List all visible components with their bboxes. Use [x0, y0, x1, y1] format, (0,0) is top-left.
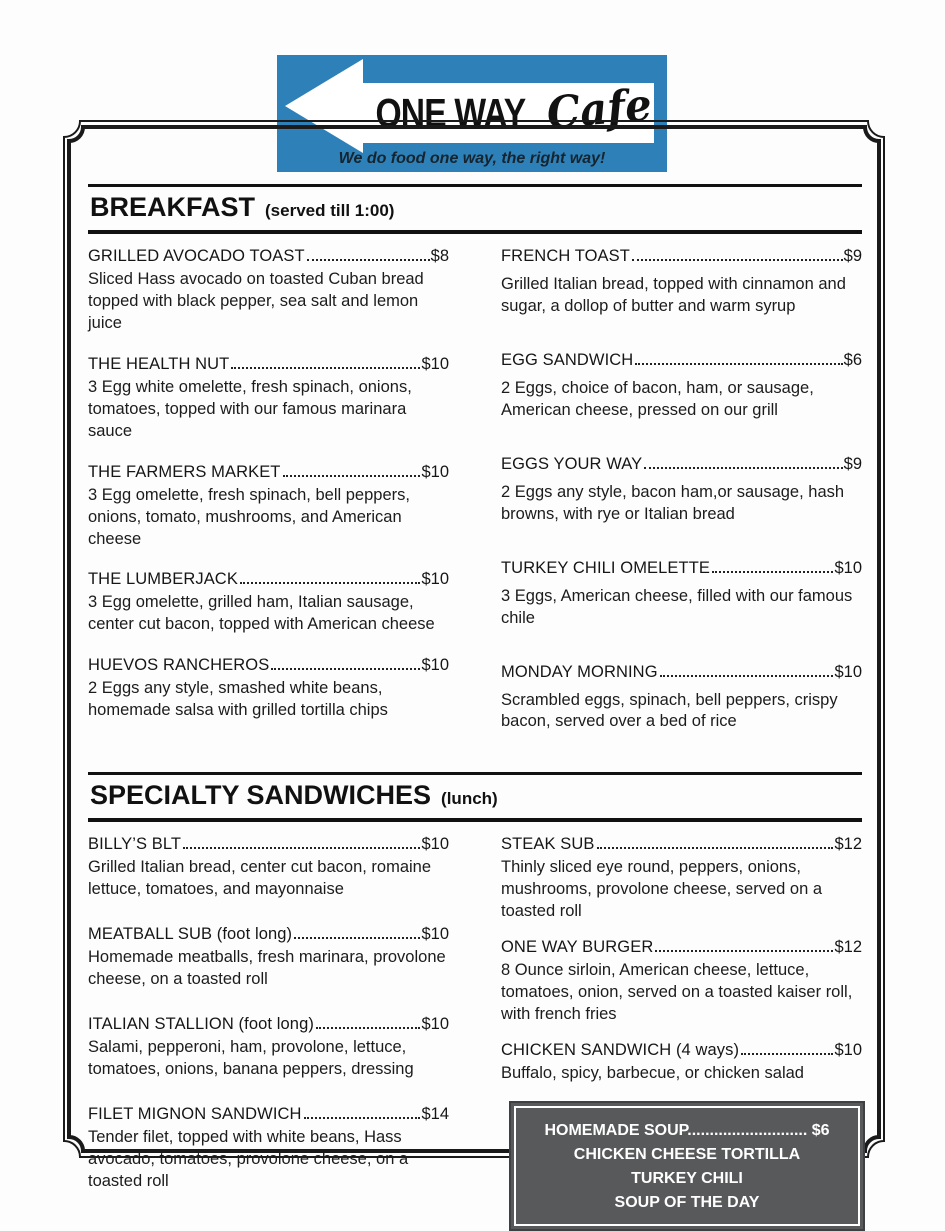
item-name: FRENCH TOAST	[501, 247, 630, 265]
sandwiches-section-body	[88, 822, 862, 1231]
item-price: $10	[421, 354, 449, 373]
menu-item-italian-stallion	[88, 1015, 449, 1081]
dot-leader	[240, 582, 421, 584]
breakfast-title: BREAKFAST	[90, 192, 256, 222]
item-name: MONDAY MORNING	[501, 662, 658, 681]
dot-leader	[660, 675, 834, 677]
menu-item-huevos-rancheros	[88, 656, 449, 722]
item-price: $10	[421, 835, 449, 854]
soup-option: CHICKEN CHEESE TORTILLA	[573, 1145, 801, 1163]
item-description: 3 Egg white omelette, fresh spinach, onions, tomatoes, topped with our famous marinara sauce	[88, 377, 412, 440]
dot-leader	[304, 1117, 421, 1119]
sandwiches-left-column	[88, 835, 449, 1231]
menu-item-chicken-sandwich	[501, 1041, 862, 1085]
item-description: 3 Egg omelette, grilled ham, Italian sausage, center cut bacon, topped with American cheese	[88, 593, 435, 634]
menu-item-turkey-chili-omelette	[501, 559, 862, 630]
item-name: THE FARMERS MARKET	[88, 462, 281, 481]
dot-leader	[741, 1053, 833, 1055]
dot-leader	[597, 847, 834, 849]
dot-leader	[632, 259, 843, 261]
menu-item-one-way-burger	[501, 938, 862, 1026]
item-price: $6	[843, 350, 862, 369]
item-price: $10	[421, 462, 449, 481]
dot-leader	[183, 847, 420, 849]
soup-option: TURKEY CHILI	[631, 1169, 743, 1187]
item-name: ONE WAY BURGER	[501, 938, 654, 957]
item-description: Grilled Italian bread, topped with cinnamon and sugar, a dollop of butter and warm syrup	[501, 275, 846, 315]
menu-item-billys-blt	[88, 835, 449, 901]
item-description: Grilled Italian bread, center cut bacon, romaine lettuce, tomatoes, and mayonnaise	[88, 858, 432, 899]
dot-leader	[635, 363, 842, 365]
soup-name: HOMEMADE SOUP	[544, 1121, 688, 1139]
menu-item-meatball-sub	[88, 925, 449, 991]
item-price: $10	[834, 662, 862, 681]
menu-content	[88, 120, 862, 1231]
item-name: THE HEALTH NUT	[88, 354, 230, 373]
menu-item-grilled-avocado-toast	[88, 247, 449, 335]
menu-item-eggs-your-way	[501, 455, 862, 526]
item-price: $12	[834, 835, 862, 854]
logo-name-script: Cafe	[544, 79, 654, 139]
item-price: $10	[421, 656, 449, 675]
menu-item-farmers-market	[88, 463, 449, 551]
soup-option: SOUP OF THE DAY	[614, 1193, 760, 1211]
item-name: TURKEY CHILI OMELETTE	[501, 558, 711, 577]
item-name: ITALIAN STALLION (foot long)	[88, 1015, 314, 1034]
logo-name-main: ONE WAY	[375, 89, 526, 136]
sandwiches-title: SPECIALTY SANDWICHES	[90, 780, 432, 811]
breakfast-note: (served till 1:00)	[265, 201, 395, 220]
item-description: Tender filet, topped with white beans, Hass avocado, tomatoes, provolone cheese, on a toasted roll	[88, 1128, 409, 1190]
menu-item-french-toast	[501, 247, 862, 318]
item-description: Sliced Hass avocado on toasted Cuban bread topped with black pepper, sea salt and lemon juice	[88, 270, 424, 332]
menu-item-health-nut	[88, 355, 449, 443]
item-price: $10	[421, 570, 449, 589]
dot-leader	[231, 367, 420, 369]
item-name: GRILLED AVOCADO TOAST	[88, 247, 305, 265]
item-description: Scrambled eggs, spinach, bell peppers, crispy bacon, served over a bed of rice	[501, 690, 838, 731]
soup-price: $6	[807, 1121, 830, 1139]
item-price: $9	[843, 454, 862, 473]
logo-tagline: We do food one way, the right way!	[338, 150, 606, 167]
item-price: $12	[834, 938, 862, 957]
item-description: Thinly sliced eye round, peppers, onions, mushrooms, provolone cheese, served on a toasted roll	[501, 858, 823, 921]
item-description: 3 Eggs, American cheese, filled with our famous chile	[501, 586, 853, 627]
dot-leader	[283, 475, 421, 477]
item-description: 8 Ounce sirloin, American cheese, lettuce, tomatoes, onion, served on a toasted kaiser roll, with french fries	[501, 961, 853, 1024]
item-price: $8	[430, 247, 449, 265]
item-name: MEATBALL SUB (foot long)	[88, 925, 293, 944]
soup-dot-leader: ...........................	[687, 1121, 808, 1139]
sandwiches-right-column	[501, 835, 862, 1231]
menu-item-steak-sub	[501, 835, 862, 923]
item-name: HUEVOS RANCHEROS	[88, 656, 270, 675]
item-price: $10	[421, 925, 449, 944]
item-description: 2 Eggs any style, bacon ham,or sausage, hash browns, with rye or Italian bread	[501, 482, 845, 523]
item-description: 2 Eggs, choice of bacon, ham, or sausage, American cheese, pressed on our grill	[501, 378, 814, 419]
item-name: EGGS YOUR WAY	[501, 454, 643, 473]
item-price: $9	[843, 247, 862, 265]
breakfast-left-column	[88, 247, 449, 766]
dot-leader	[271, 668, 420, 670]
item-name: STEAK SUB	[501, 835, 595, 854]
homemade-soup-box	[509, 1101, 865, 1231]
item-name: THE LUMBERJACK	[88, 570, 238, 589]
item-name: CHICKEN SANDWICH (4 ways)	[501, 1041, 740, 1059]
breakfast-right-column	[501, 247, 862, 766]
sandwiches-section-header	[88, 772, 862, 822]
breakfast-section-body	[88, 234, 862, 766]
item-price: $14	[421, 1105, 449, 1123]
dot-leader	[655, 950, 833, 952]
soup-header-line	[521, 1119, 853, 1143]
item-description: 3 Egg omelette, fresh spinach, bell peppers, onions, tomato, mushrooms, and American cheese	[88, 485, 410, 548]
item-description: Salami, pepperoni, ham, provolone, lettuce, tomatoes, onions, banana peppers, dressing	[88, 1038, 414, 1079]
dot-leader	[712, 571, 833, 573]
menu-item-monday-morning	[501, 663, 862, 734]
item-name: EGG SANDWICH	[501, 350, 634, 369]
item-price: $10	[421, 1015, 449, 1034]
dot-leader	[316, 1027, 421, 1029]
item-price: $10	[834, 558, 862, 577]
menu-item-filet-mignon-sandwich	[88, 1105, 449, 1193]
item-price: $10	[834, 1041, 862, 1059]
sandwiches-note: (lunch)	[441, 789, 498, 809]
breakfast-section-header	[88, 184, 862, 234]
item-description: 2 Eggs any style, smashed white beans, homemade salsa with grilled tortilla chips	[88, 679, 388, 720]
item-description: Buffalo, spicy, barbecue, or chicken salad	[501, 1064, 804, 1082]
dot-leader	[644, 467, 842, 469]
item-name: FILET MIGNON SANDWICH	[88, 1105, 302, 1123]
item-description: Homemade meatballs, fresh marinara, provolone cheese, on a toasted roll	[88, 948, 446, 989]
menu-item-lumberjack	[88, 570, 449, 636]
dot-leader	[294, 937, 420, 939]
dot-leader	[307, 259, 430, 261]
menu-item-egg-sandwich	[501, 351, 862, 422]
item-name: BILLY’S BLT	[88, 835, 182, 854]
